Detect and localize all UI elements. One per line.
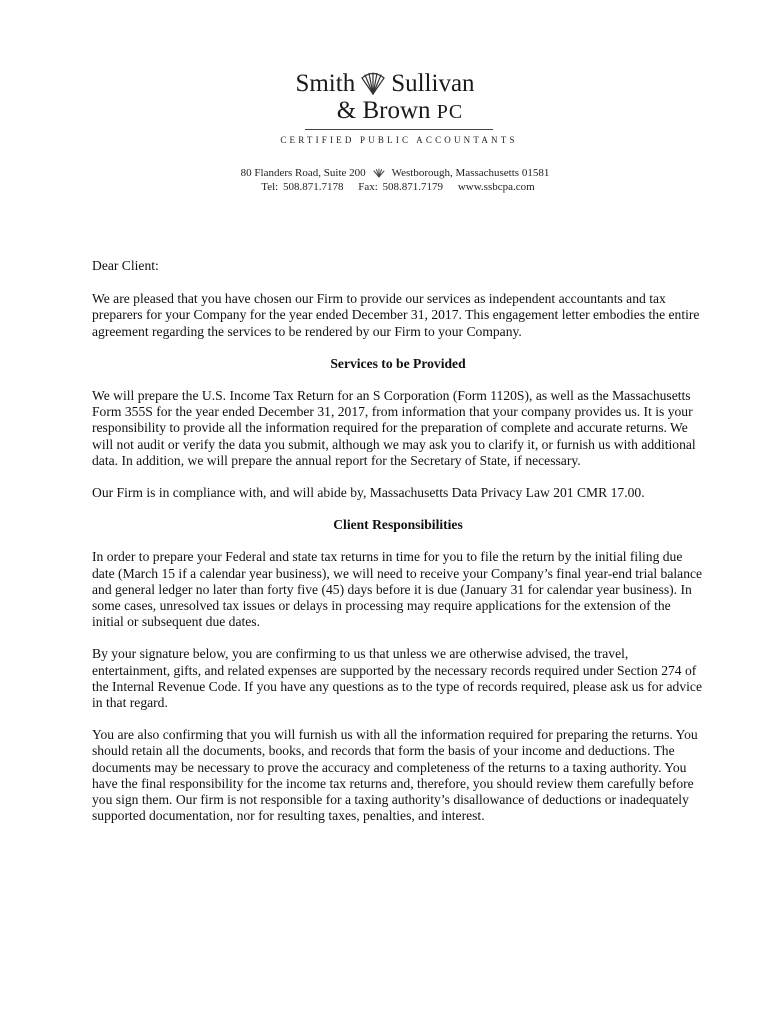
firm-website[interactable]: www.ssbcpa.com	[457, 181, 535, 193]
client-paragraph-1: In order to prepare your Federal and state tax returns in time for you to file the return by the initial filing due date (March 15 if a calendar year business), we will need to receive your Company’s final year-end trial balance and general ledger no later than forty five (45) days before it is due (January 31 for calendar year business). In some cases, unresolved tax issues or delays in processing may require applications for the extension of the initial or subsequent due dates.	[92, 549, 703, 630]
letterhead-rule	[305, 129, 493, 130]
client-paragraph-2: By your signature below, you are confirming to us that unless we are otherwise advised, the travel, entertainment, gifts, and related expenses are supported by the necessary records required under Section 274 of the Internal Revenue Code. If you have any questions as to the type of records required, please ask us for advice in that regard.	[92, 646, 702, 711]
heading-client-responsibilities: Client Responsibilities	[333, 517, 463, 533]
heading-services: Services to be Provided	[330, 355, 466, 371]
firm-name-line2	[30, 97, 770, 126]
services-paragraph-1: We will prepare the U.S. Income Tax Return for an S Corporation (Form 1120S), as well as the Massachusetts Form 355S for the year ended December 31, 2017, from information that your company provides us. It is your responsibility to provide all the information required for the preparation of complete and accurate returns. We will not audit or verify the data you submit, although we may ask you to clarify it, or furnish us with additional data. In addition, we will prepare the annual report for the Secretary of State, if necessary.	[92, 388, 696, 468]
firm-address	[10, 167, 770, 179]
firm-name-smith: Smith	[295, 70, 356, 97]
firm-name-line1	[0, 70, 770, 97]
client-paragraph-3: You are also confirming that you will furnish us with all the information required for preparing the returns. You should retain all the documents, books, and records that form the basis of your income and deductions. The documents may be necessary to prove the accuracy and completeness of the returns to a taxing authority. You have the final responsibility for the income tax returns and, therefore, you should review them carefully before you sign them. Our firm is not responsible for a taxing authority’s disallowance of deductions or inadequately supported documentation, nor for resulting taxes, penalties, and interest.	[92, 727, 698, 824]
shell-separator-icon	[372, 168, 386, 178]
letter-body	[92, 258, 704, 840]
shell-logo-icon	[359, 72, 387, 96]
address-city: Westborough, Massachusetts 01581	[391, 167, 550, 179]
firm-name-brown: & Brown	[336, 97, 431, 124]
address-street: 80 Flanders Road, Suite 200	[240, 167, 366, 179]
firm-fax: Fax: 508.871.7179	[358, 181, 444, 193]
firm-tagline: CERTIFIED PUBLIC ACCOUNTANTS	[280, 135, 518, 145]
firm-name-sullivan: Sullivan	[391, 70, 475, 97]
firm-contact	[13, 181, 770, 193]
salutation: Dear Client:	[92, 258, 159, 273]
intro-paragraph: We are pleased that you have chosen our Firm to provide our services as independent accountants and tax preparers for your Company for the year ended December 31, 2017. This engagement letter embodies the entire agreement regarding the services to be rendered by our Firm to your Company.	[92, 291, 700, 339]
services-paragraph-2: Our Firm is in compliance with, and will abide by, Massachusetts Data Privacy Law 201 CMR 17.00.	[92, 485, 645, 501]
firm-name-suffix: PC	[436, 101, 464, 123]
letterhead	[0, 70, 770, 193]
firm-tel: Tel: 508.871.7178	[261, 181, 344, 193]
